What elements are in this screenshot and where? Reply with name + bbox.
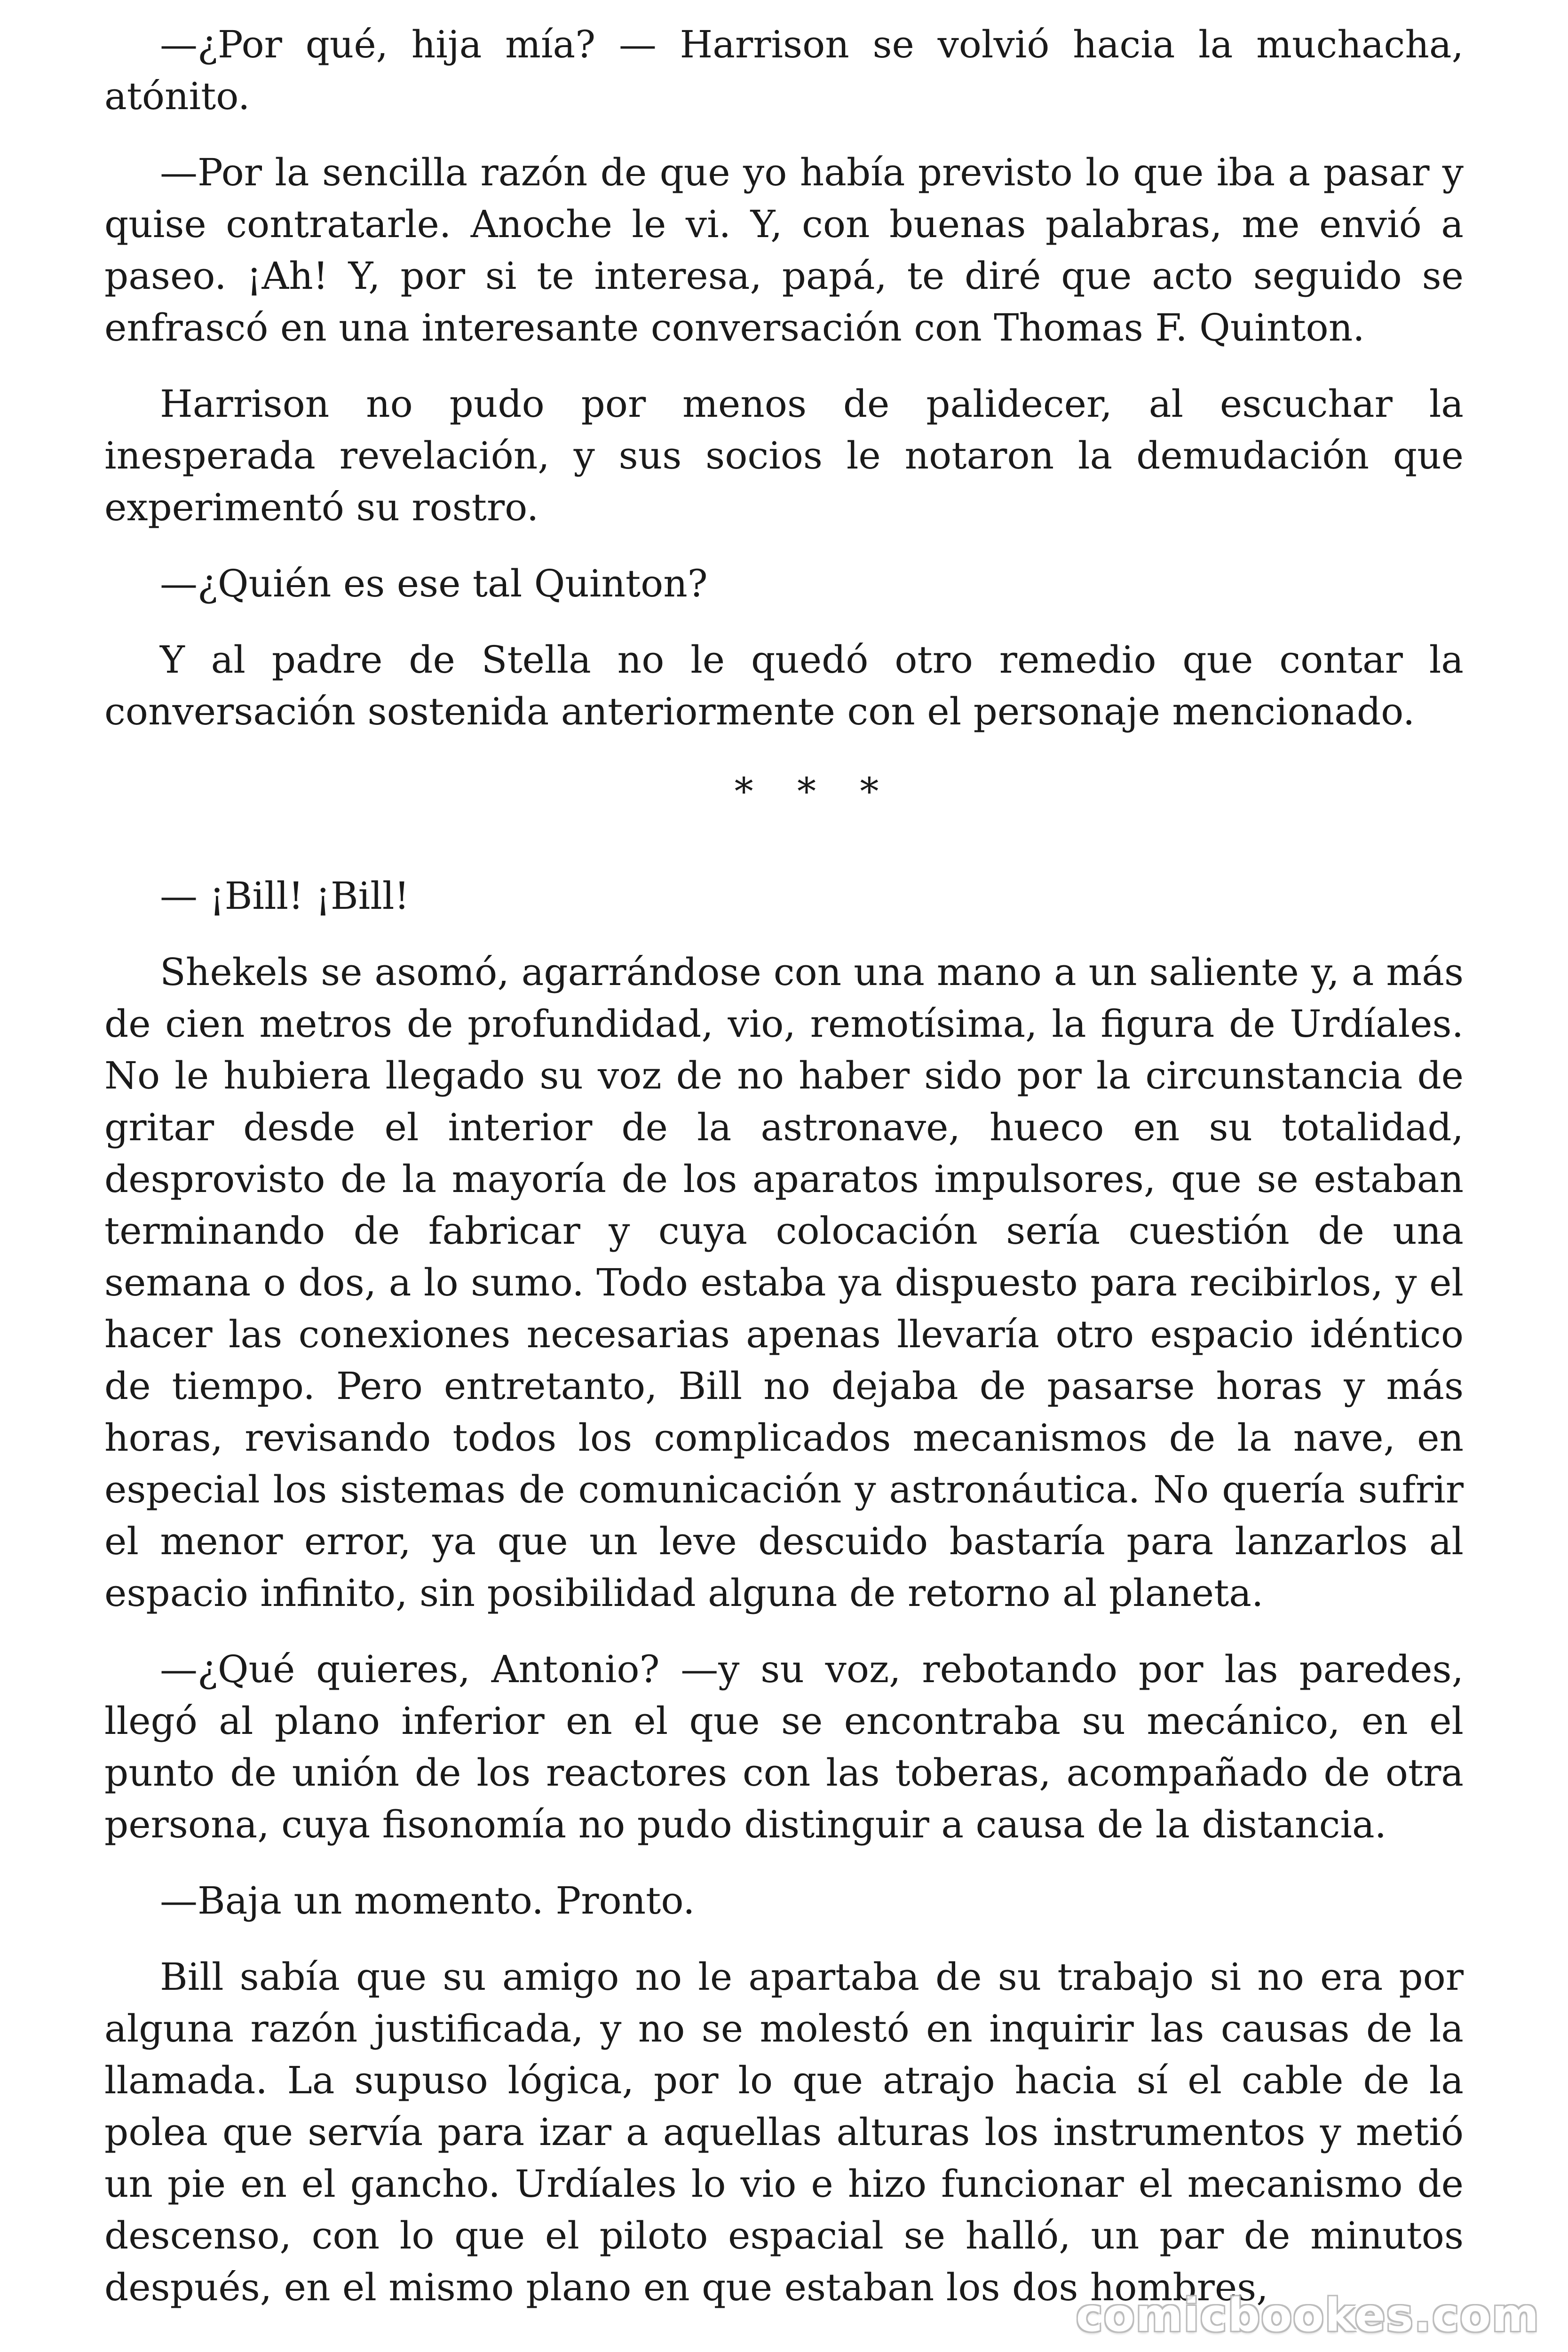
- paragraph: —¿Quién es ese tal Quinton?: [160, 562, 708, 605]
- paragraph: —¿Qué quieres, Antonio? —y su voz, rebotando por las paredes, llegó al plano inferior en el que se encontraba su mecánico, en el punto de unión de los reactores con las toberas, acompañado de otra persona, cuya fisonomía no pudo distinguir a causa de la distancia.: [104, 1647, 1464, 1846]
- paragraph: Harrison no pudo por menos de palidecer, al escuchar la inesperada revelación, y sus socios le notaron la demudación que experimentó su rostro.: [104, 382, 1464, 529]
- paragraph: Y al padre de Stella no le quedó otro remedio que contar la conversación sostenida anteriormente con el personaje mencionado.: [104, 638, 1464, 733]
- paragraph: Bill sabía que su amigo no le apartaba de su trabajo si no era por alguna razón justificada, y no se molestó en inquirir las causas de la llamada. La supuso lógica, por lo que atrajo hacia sí el cable de la polea que servía para izar a aquellas alturas los instrumentos y metió un pie en el gancho. Urdíales lo vio e hizo funcionar el mecanismo de descenso, con lo que el piloto espacial se halló, un par de minutos después, en el mismo plano en que estaban los dos hombres,: [104, 1955, 1464, 2309]
- paragraph: Shekels se asomó, agarrándose con una mano a un saliente y, a más de cien metros de profundidad, vio, remotísima, la figura de Urdíales. No le hubiera llegado su voz de no haber sido por la circunstancia de gritar desde el interior de la astronave, hueco en su totalidad, desprovisto de la mayoría de los aparatos impulsores, que se estaban terminando de fabricar y cuya colocación sería cuestión de una semana o dos, a lo sumo. Todo estaba ya dispuesto para recibirlos, y el hacer las conexiones necesarias apenas llevaría otro espacio idéntico de tiempo. Pero entretanto, Bill no dejaba de pasarse horas y más horas, revisando todos los complicados mecanismos de la nave, en especial los sistemas de comunicación y astronáutica. No quería sufrir el menor error, ya que un leve descuido bastaría para lanzarlos al espacio infinito, sin posibilidad alguna de retorno al planeta.: [104, 950, 1464, 1615]
- book-page: [104, 19, 1464, 2338]
- paragraph: —Baja un momento. Pronto.: [160, 1879, 695, 1923]
- paragraph: —Por la sencilla razón de que yo había previsto lo que iba a pasar y quise contratarle. Anoche le vi. Y, con buenas palabras, me envió a paseo. ¡Ah! Y, por si te interesa, papá, te diré que acto seguido se enfrascó en una interesante conversación con Thomas F. Quinton.: [104, 151, 1464, 350]
- scene-break-separator: * * *: [734, 770, 895, 813]
- paragraph: —¿Por qué, hija mía? — Harrison se volvió hacia la muchacha, atónito.: [104, 23, 1464, 118]
- paragraph: — ¡Bill! ¡Bill!: [160, 874, 410, 918]
- watermark-logo: comicbookes.com: [1076, 2289, 1540, 2342]
